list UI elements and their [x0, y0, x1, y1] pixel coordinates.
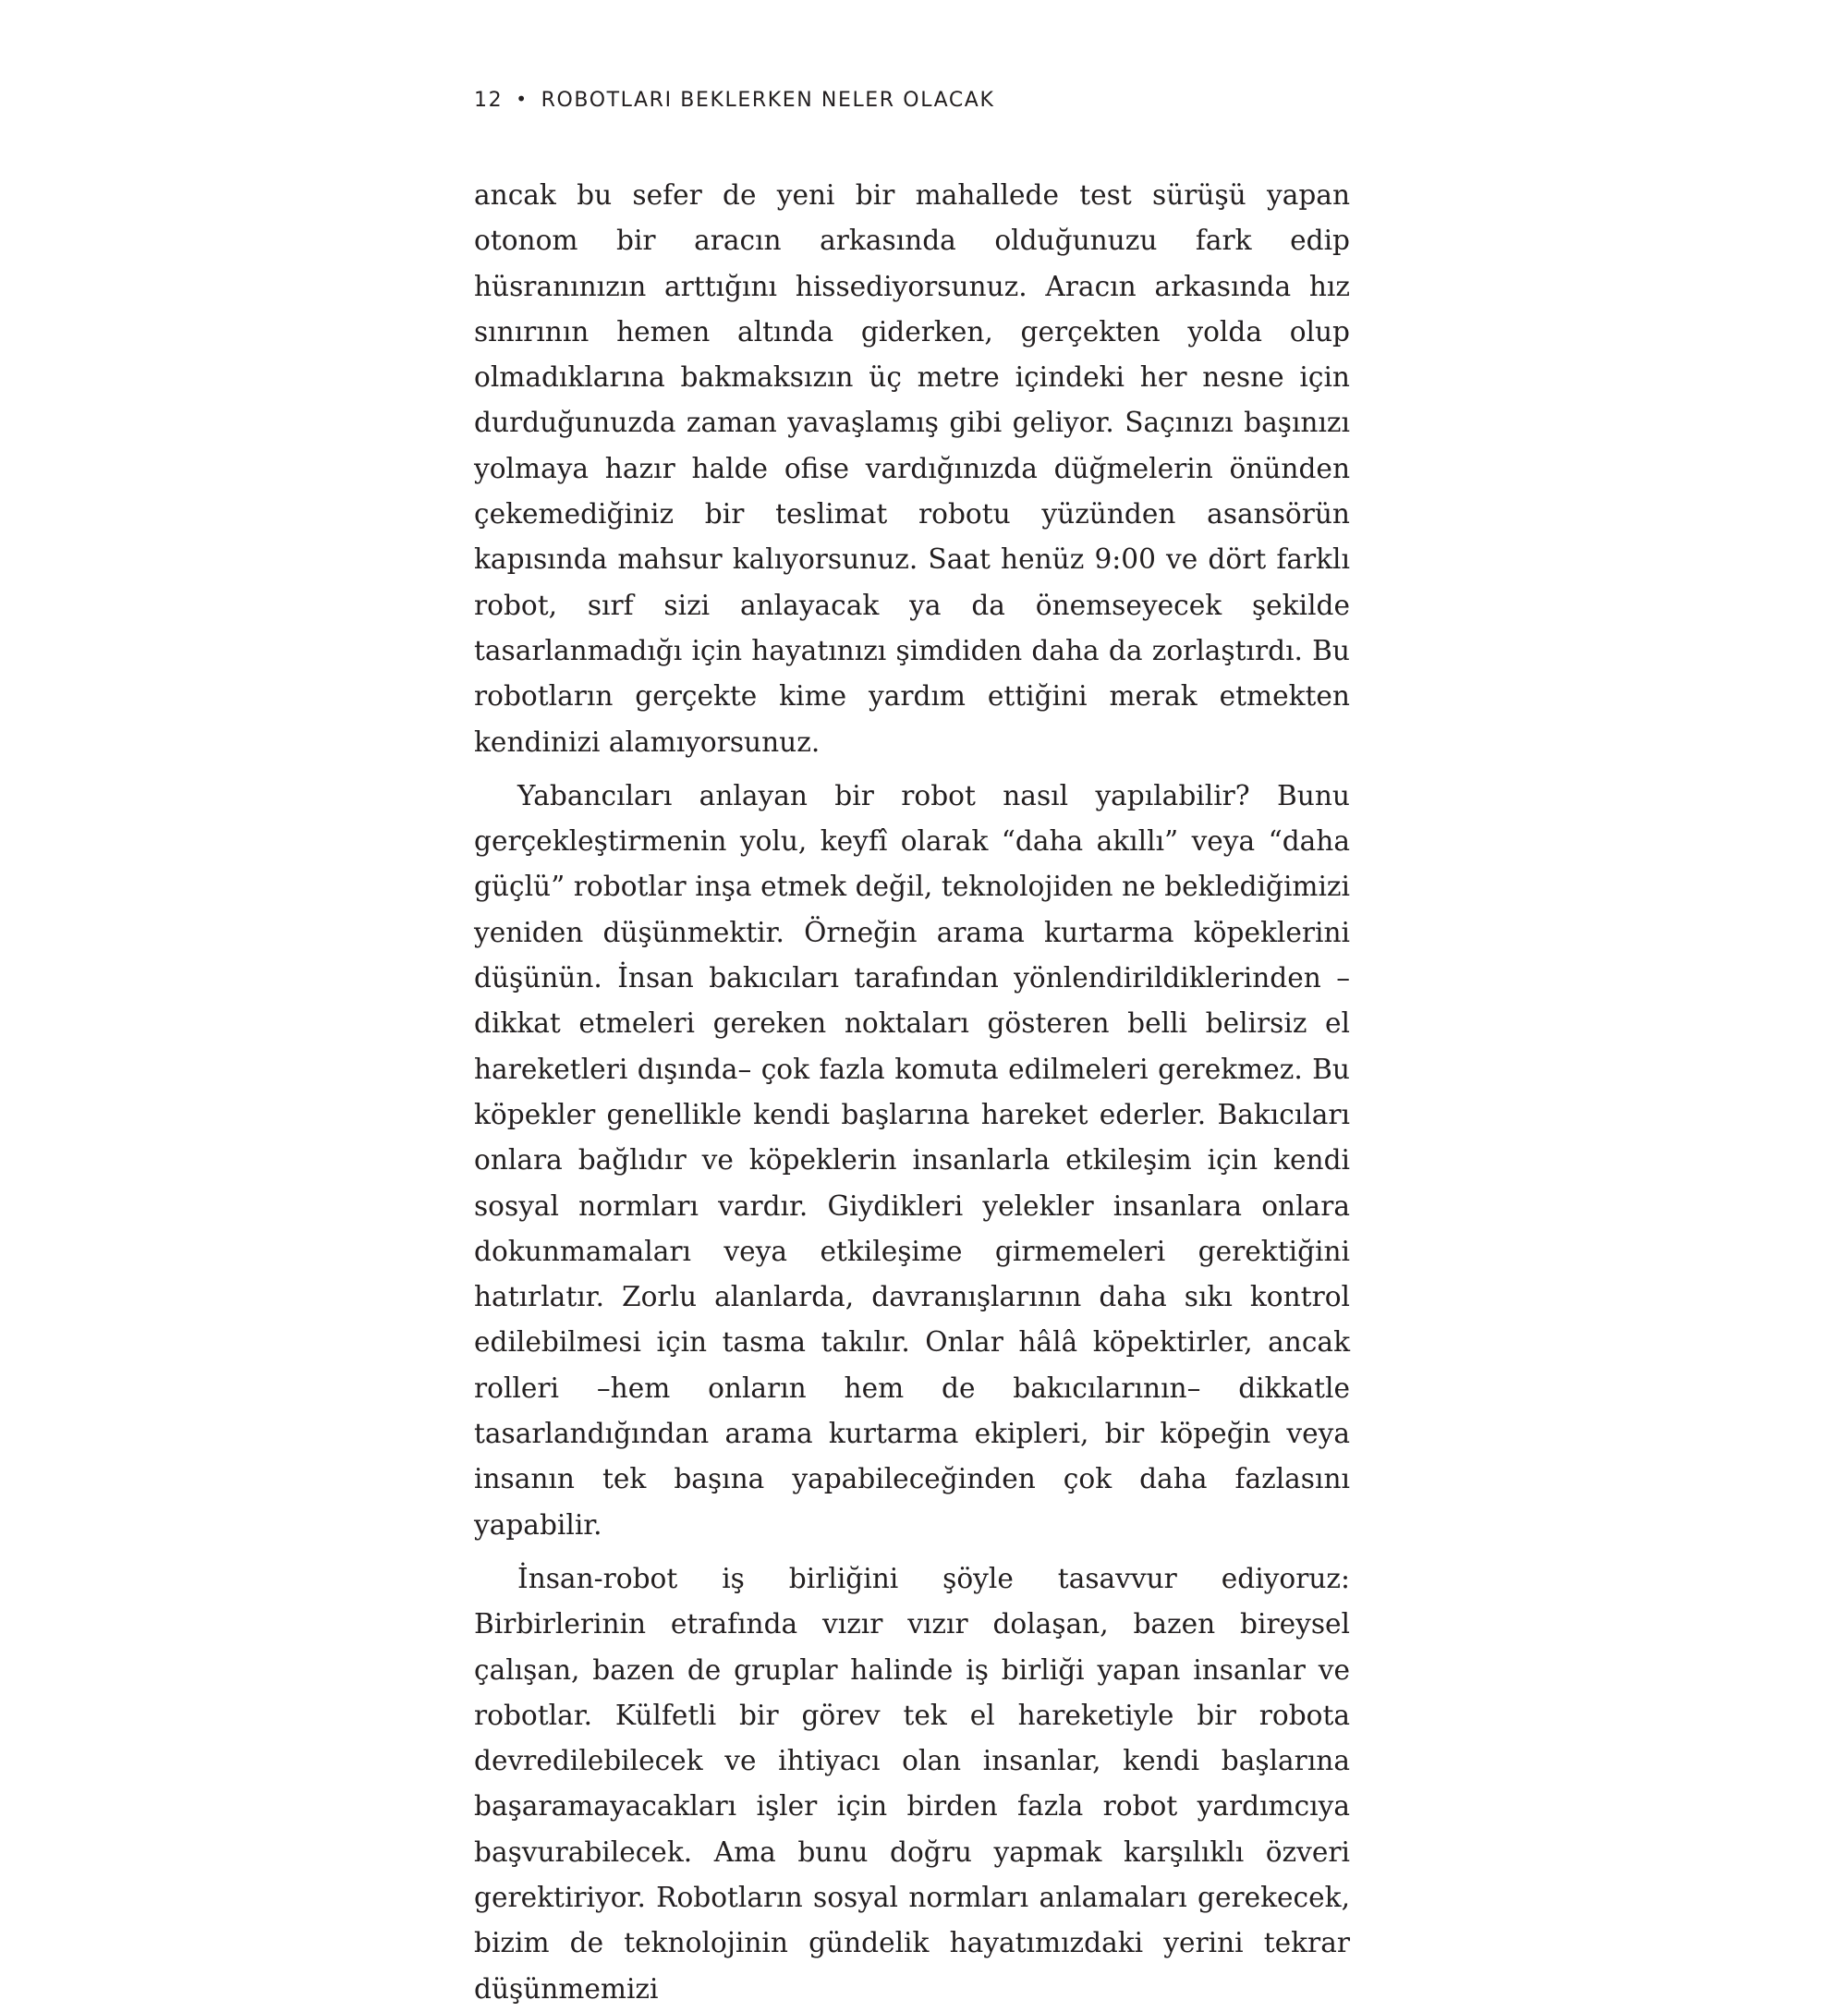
- body-text: [474, 173, 1350, 2012]
- header-separator: •: [516, 88, 529, 110]
- running-title: ROBOTLARI BEKLERKEN NELER OLACAK: [541, 89, 995, 112]
- paragraph-continuation: ancak bu sefer de yeni bir mahallede test sürüşü yapan otonom bir aracın arkasında olduğunuzu fark edip hüsranınızın arttığını hissediyorsunuz. Aracın arkasında hız sınırının hemen altında giderken, gerçekten yolda olup olmadıklarına bakmaksızın üç metre içindeki her nesne için durduğunuzda zaman yavaşlamış gibi geliyor. Saçınızı başınızı yolmaya hazır halde ofise vardığınızda düğmelerin önünden çekemediğiniz bir teslimat robotu yüzünden asansörün kapısında mahsur kalıyorsunuz. Saat henüz 9:00 ve dört farklı robot, sırf sizi anlayacak ya da önemseyecek şekilde tasarlanmadığı için hayatınızı şimdiden daha da zorlaştırdı. Bu robotların gerçekte kime yardım ettiğini merak etmekten kendinizi alamıyorsunuz.: [474, 179, 1350, 758]
- page-number: 12: [474, 89, 504, 112]
- paragraph-human-robot-collaboration: İnsan-robot iş birliğini şöyle tasavvur ediyoruz: Birbirlerinin etrafında vızır vızır dolaşan, bazen bireysel çalışan, bazen de gruplar halinde iş birliği yapan insanlar ve robotlar. Külfetli bir görev tek el hareketiyle bir robota devredilebilecek ve ihtiyacı olan insanlar, kendi başlarına başaramayacakları işler için birden fazla robot yardımcıya başvurabilecek. Ama bunu doğru yapmak karşılıklı özveri gerektiriyor. Robotların sosyal normları anlamaları gerekecek, bizim de teknolojinin gündelik hayatımızdaki yerini tekrar düşünmemizi: [474, 1562, 1350, 2005]
- running-header: [474, 85, 1398, 116]
- paragraph-robot-design: Yabancıları anlayan bir robot nasıl yapılabilir? Bunu gerçekleştirmenin yolu, keyfî olarak “daha akıllı” veya “daha güçlü” robotlar inşa etmek değil, teknolojiden ne beklediğimizi yeniden düşünmektir. Örneğin arama kurtarma köpeklerini düşünün. İnsan bakıcıları tarafından yönlendirildiklerinden –dikkat etmeleri gereken noktaları gösteren belli belirsiz el hareketleri dışında– çok fazla komuta edilmeleri gerekmez. Bu köpekler genellikle kendi başlarına hareket ederler. Bakıcıları onlara bağlıdır ve köpeklerin insanlarla etkileşim için kendi sosyal normları vardır. Giydikleri yelekler insanlara onlara dokunmamaları veya etkileşime girmemeleri gerektiğini hatırlatır. Zorlu alanlarda, davranışlarının daha sıkı kontrol edilebilmesi için tasma takılır. Onlar hâlâ köpektirler, ancak rolleri –hem onların hem de bakıcılarının– dikkatle tasarlandığından arama kurtarma ekipleri, bir köpeğin veya insanın tek başına yapabileceğinden çok daha fazlasını yapabilir.: [474, 779, 1350, 1541]
